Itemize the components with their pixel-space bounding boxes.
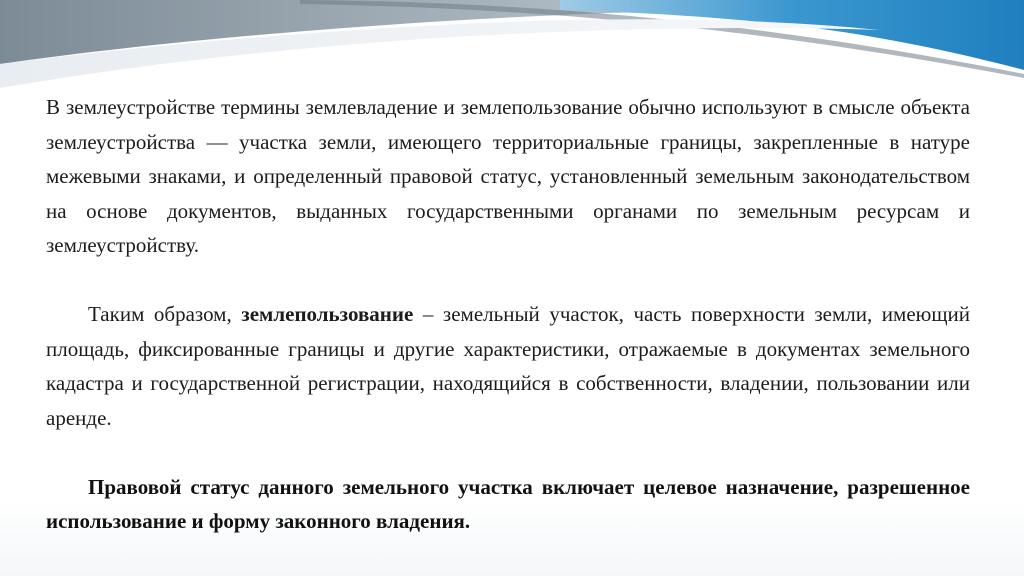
paragraph-spacer: [46, 263, 970, 298]
paragraph-land-use-lead: Таким образом,: [88, 302, 242, 326]
paragraph-spacer: [46, 435, 970, 470]
paragraph-land-use: [46, 297, 970, 435]
slide-body: [46, 90, 970, 539]
paragraph-definition: В землеустройстве термины землевладение и землепользование обычно используют в смысле объекта землеустройства — участка земли, имеющего территориальные границы, закрепленные в натуре межевыми знаками, и определенный правовой статус, установленный земельным законодательством на основе документов, выданных государственными органами по земельным ресурсам и землеустройству.: [46, 95, 970, 257]
paragraph-land-use-rest: – земельный участок, часть поверхности земли, имеющий площадь, фиксированные границы и другие характеристики, отражаемые в документах земельного кадастра и государственной регистрации, находящийся в собственности, владении, пользовании или аренде.: [46, 302, 970, 430]
paragraph-legal-status: Правовой статус данного земельного участка включает целевое назначение, разрешенное использование и форму законного владения.: [46, 474, 970, 533]
land-use-term: землепользование: [241, 302, 414, 326]
